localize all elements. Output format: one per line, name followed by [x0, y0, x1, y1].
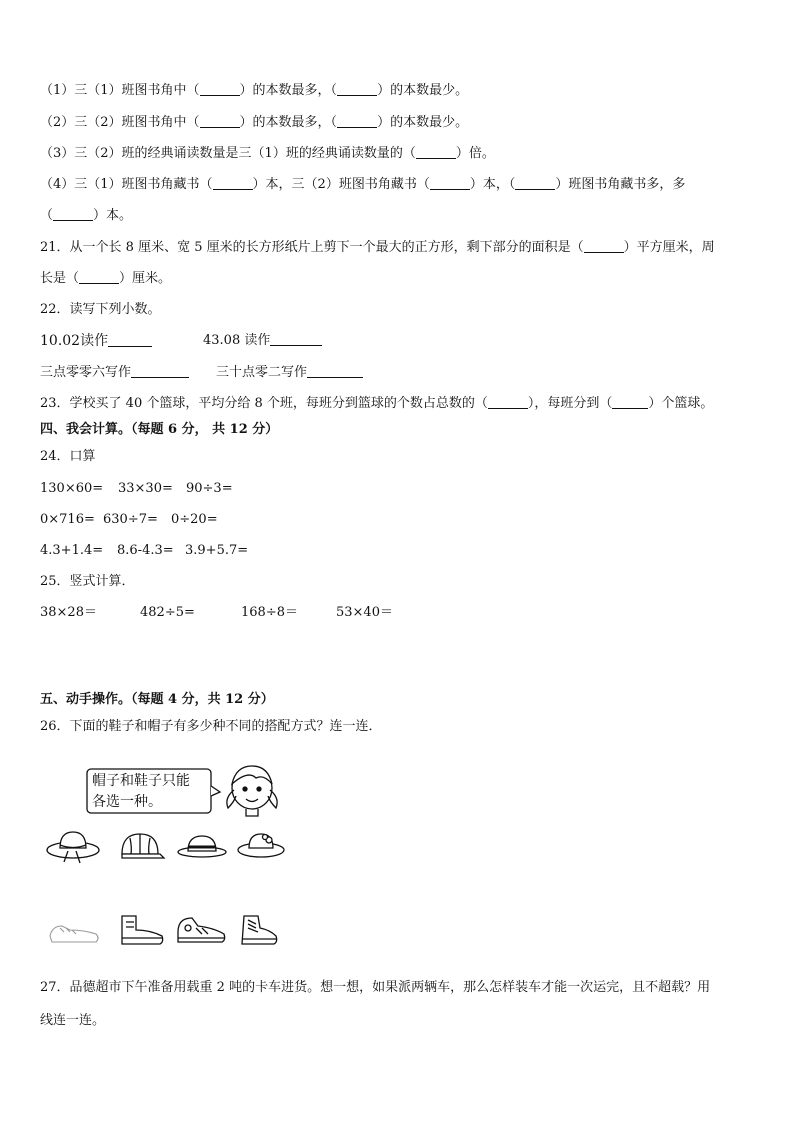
high-top-shoe-icon	[236, 912, 280, 948]
q26-title: 26．下面的鞋子和帽子有多少种不同的搭配方式？连一连．	[40, 719, 382, 734]
q24-item: 8.6-4.3=	[117, 543, 174, 558]
answer-line[interactable]	[131, 364, 189, 378]
answer-blank[interactable]	[53, 207, 93, 221]
q22-item1: 10.02读作	[40, 332, 152, 350]
q24-item: 630÷7=	[103, 512, 158, 527]
bubble-text-line1: 帽子和鞋子只能	[92, 773, 190, 789]
q25-item: 38×28＝	[40, 605, 97, 620]
sun-hat-icon	[236, 826, 286, 862]
q27-line1: 27．品德超市下午准备用载重 2 吨的卡车进货。想一想，如果派两辆车，那么怎样装车才能一次运完，且不超载？用	[40, 980, 711, 995]
answer-blank[interactable]	[612, 395, 648, 409]
q24-item: 3.9+5.7=	[185, 543, 249, 558]
q23: 23．学校买了 40 个篮球，平均分给 8 个班，每班分到篮球的个数占总数的（ ），每班分到（ ）个篮球。	[40, 396, 714, 411]
fedora-icon	[176, 830, 228, 862]
q25-title: 25．竖式计算．	[40, 574, 135, 589]
answer-line[interactable]	[307, 364, 363, 378]
q24-item: 90÷3=	[186, 481, 233, 496]
q20-sub1: （1）三（1）班图书角中（ ）的本数最多，（ ）的本数最少。	[40, 83, 469, 98]
answer-blank[interactable]	[337, 82, 377, 96]
hat-icon	[46, 826, 102, 866]
answer-blank[interactable]	[213, 176, 253, 190]
section-heading-4: 四、我会计算。（每题 6 分， 共 12 分）	[40, 422, 279, 437]
q22-item3: 三点零零六写作	[40, 364, 189, 382]
q24-item: 33×30=	[118, 481, 173, 496]
q24-item: 0÷20=	[171, 512, 218, 527]
answer-blank[interactable]	[200, 114, 240, 128]
sneaker-icon	[174, 912, 230, 948]
q25-item: 53×40＝	[336, 605, 393, 620]
q20-sub4: （4）三（1）班图书角藏书（ ）本，三（2）班图书角藏书（ ）本，（ ）班图书角藏书多，多	[40, 177, 686, 192]
answer-blank[interactable]	[515, 176, 555, 190]
bubble-text-line2: 各选一种。	[92, 794, 162, 810]
q24-item: 0×716=	[40, 512, 95, 527]
q22-item4: 三十点零二写作	[216, 364, 363, 382]
q21-line2: 长是（ ）厘米。	[40, 271, 172, 286]
q24-title: 24．口算	[40, 449, 96, 464]
q24-item: 130×60=	[40, 481, 104, 496]
q21-line1: 21．从一个长 8 厘米、宽 5 厘米的长方形纸片上剪下一个最大的正方形，剩下部分的面积是（ ）平方厘米，周	[40, 240, 715, 255]
shoe-icon	[46, 918, 102, 946]
boot-icon	[116, 912, 168, 948]
q20-sub4-cont: （ ）本。	[40, 208, 133, 223]
answer-blank[interactable]	[416, 145, 456, 159]
girl-icon	[222, 758, 284, 820]
section-heading-5: 五、动手操作。（每题 4 分，共 12 分）	[40, 692, 274, 707]
answer-line[interactable]	[270, 332, 322, 346]
answer-blank[interactable]	[337, 114, 377, 128]
answer-blank[interactable]	[584, 239, 624, 253]
answer-blank[interactable]	[488, 395, 528, 409]
cap-icon	[116, 830, 166, 862]
answer-blank[interactable]	[430, 176, 470, 190]
q22-item2: 43.08 读作	[203, 332, 322, 350]
q20-sub3: （3）三（2）班的经典诵读数量是三（1）班的经典诵读数量的（ ）倍。	[40, 146, 495, 161]
q25-item: 482÷5=	[140, 605, 195, 620]
answer-blank[interactable]	[200, 82, 240, 96]
answer-blank[interactable]	[79, 270, 119, 284]
q27-line2: 线连一连。	[40, 1013, 106, 1028]
answer-line[interactable]	[108, 333, 152, 347]
q22-title: 22．读写下列小数。	[40, 302, 161, 317]
q25-item: 168÷8＝	[241, 605, 298, 620]
q20-sub2: （2）三（2）班图书角中（ ）的本数最多，（ ）的本数最少。	[40, 115, 469, 130]
q24-item: 4.3+1.4=	[40, 543, 104, 558]
